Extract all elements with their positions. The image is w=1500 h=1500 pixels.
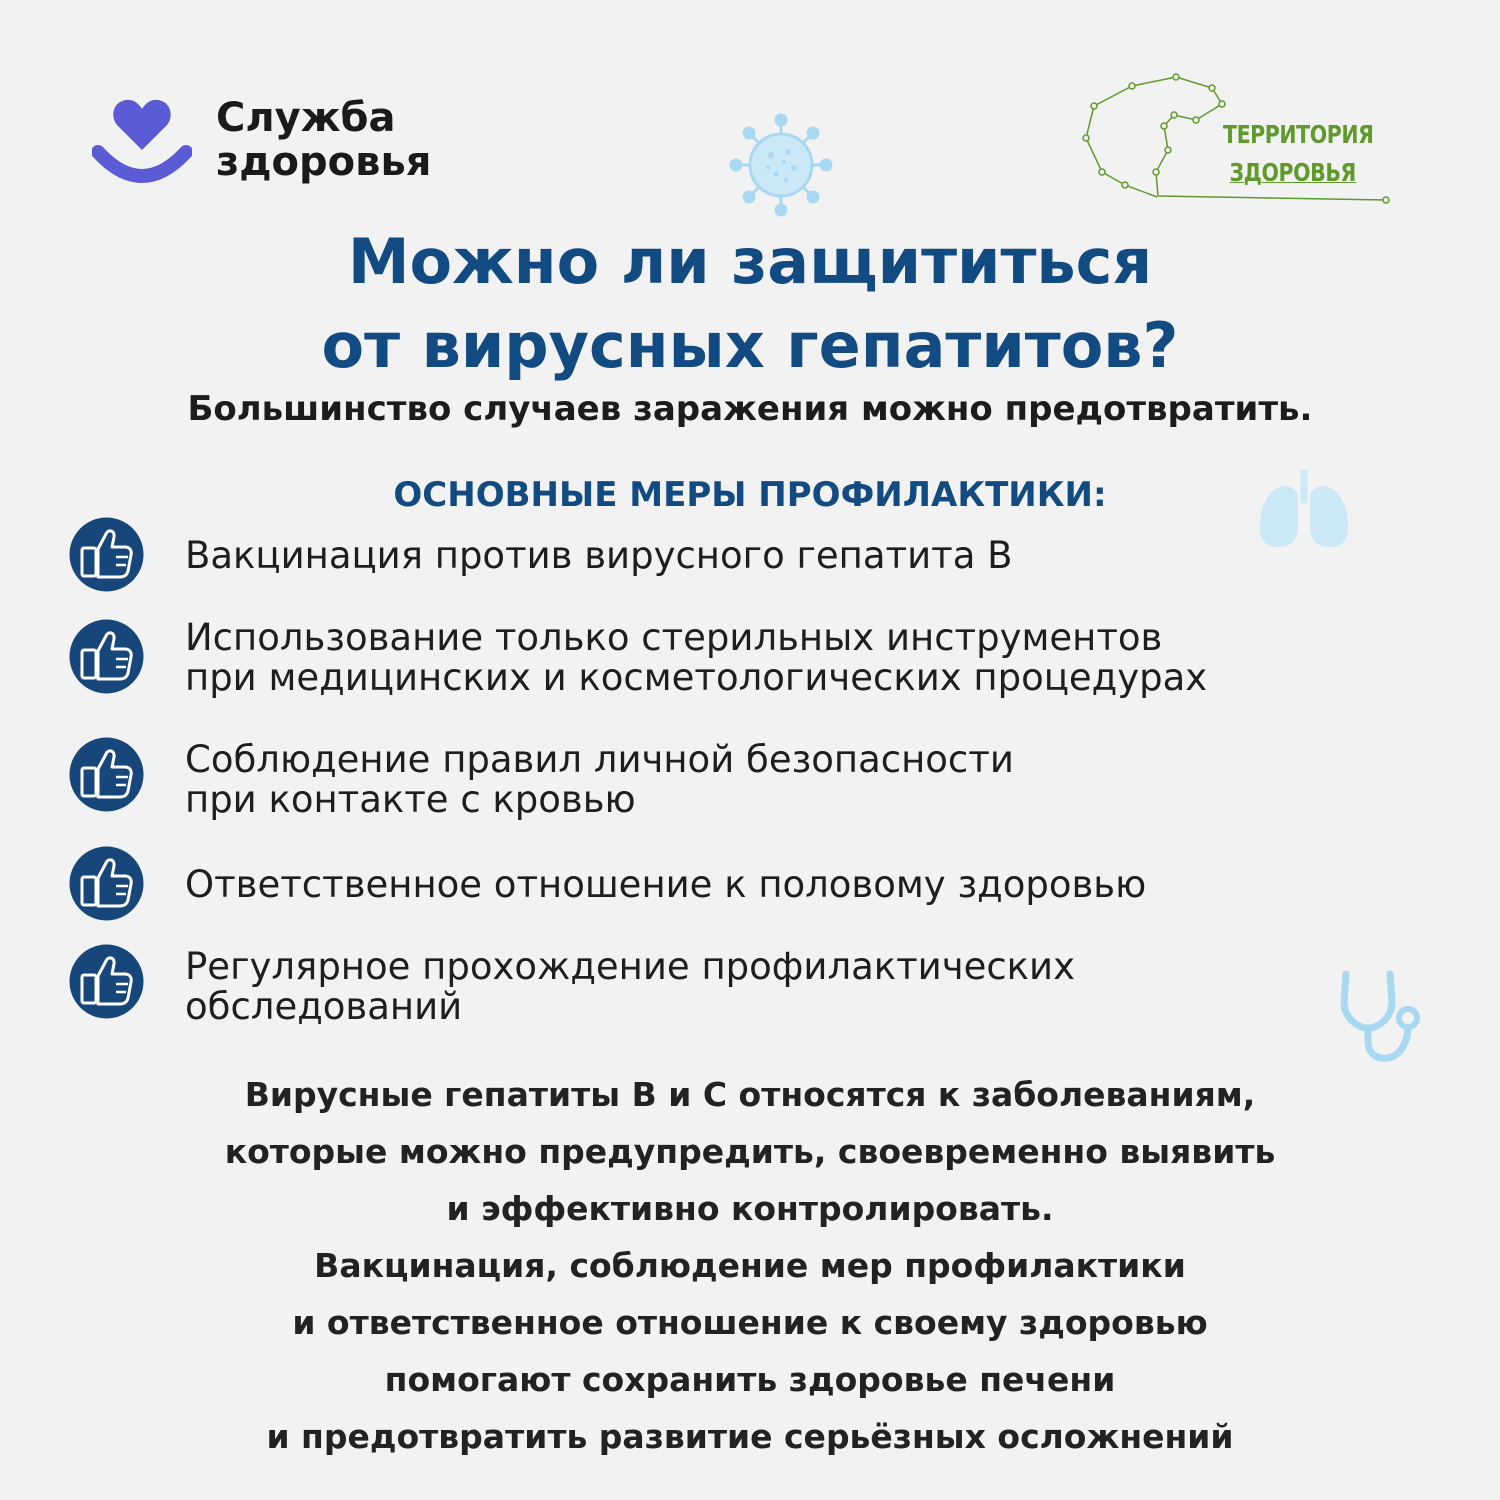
measure-text-5	[185, 947, 1475, 1027]
measure-text-1	[185, 536, 1475, 576]
page-title	[0, 220, 1500, 388]
measure-text-2-line1: Использование только стерильных инструментов	[185, 616, 1163, 659]
conclusion-text	[0, 1066, 1500, 1465]
conclusion-line-7: и предотвратить развитие серьёзных осложнений	[266, 1417, 1234, 1456]
measure-text-3-line2: при контакте с кровью	[185, 778, 636, 821]
measure-item-3	[68, 736, 1468, 821]
measures-heading: ОСНОВНЫЕ МЕРЫ ПРОФИЛАКТИКИ:	[393, 475, 1107, 515]
territory-name-line1: ТЕРРИТОРИЯ	[1223, 120, 1374, 149]
virus-icon	[728, 112, 834, 218]
thumbs-up-icon	[68, 943, 145, 1020]
measure-text-5-line1: Регулярное прохождение профилактических	[185, 945, 1075, 988]
measure-text-5-line2: обследований	[185, 985, 463, 1028]
thumbs-up-icon	[68, 516, 145, 593]
brand-name	[216, 96, 431, 184]
subtitle: Большинство случаев заражения можно предотвратить.	[187, 389, 1313, 429]
brand-name-line2: здоровья	[216, 139, 432, 185]
measure-item-2	[68, 618, 1468, 698]
page-title-line2: от вирусных гепатитов?	[321, 309, 1179, 382]
brand-name-line1: Служба	[216, 95, 396, 141]
conclusion-line-5: и ответственное отношение к своему здоровью	[292, 1303, 1208, 1342]
conclusion-line-4: Вакцинация, соблюдение мер профилактики	[314, 1246, 1186, 1285]
conclusion-line-3: и эффективно контролировать.	[446, 1189, 1054, 1228]
page-title-line1: Можно ли защититься	[347, 225, 1153, 298]
territory-name	[1223, 116, 1374, 192]
measure-text-3	[185, 740, 1475, 820]
logo-territoriya-zdorovya	[1080, 72, 1400, 207]
territory-name-line2: ЗДОРОВЬЯ	[1229, 158, 1356, 187]
measure-item-5	[68, 943, 1468, 1028]
thumbs-up-icon	[68, 845, 145, 922]
measure-item-1	[68, 516, 1468, 596]
measure-text-4	[185, 865, 1475, 905]
stethoscope-icon	[1336, 968, 1426, 1068]
conclusion-line-2: которые можно предупредить, своевременно выявить	[224, 1132, 1276, 1171]
heart-smile-icon	[92, 92, 192, 192]
measure-text-2	[185, 618, 1475, 698]
measure-text-1-line1: Вакцинация против вирусного гепатита В	[185, 534, 1013, 577]
thumbs-up-icon	[68, 736, 145, 813]
conclusion-line-6: помогают сохранить здоровье печени	[384, 1360, 1116, 1399]
thumbs-up-icon	[68, 618, 145, 695]
conclusion-line-1: Вирусные гепатиты В и С относятся к заболеваниям,	[244, 1075, 1256, 1114]
measure-text-4-line1: Ответственное отношение к половому здоровью	[185, 863, 1147, 906]
logo-sluzhba-zdorovya	[92, 92, 492, 202]
measure-item-4	[68, 845, 1468, 925]
measure-text-3-line1: Соблюдение правил личной безопасности	[185, 738, 1014, 781]
measure-text-2-line2: при медицинских и косметологических процедурах	[185, 656, 1208, 699]
